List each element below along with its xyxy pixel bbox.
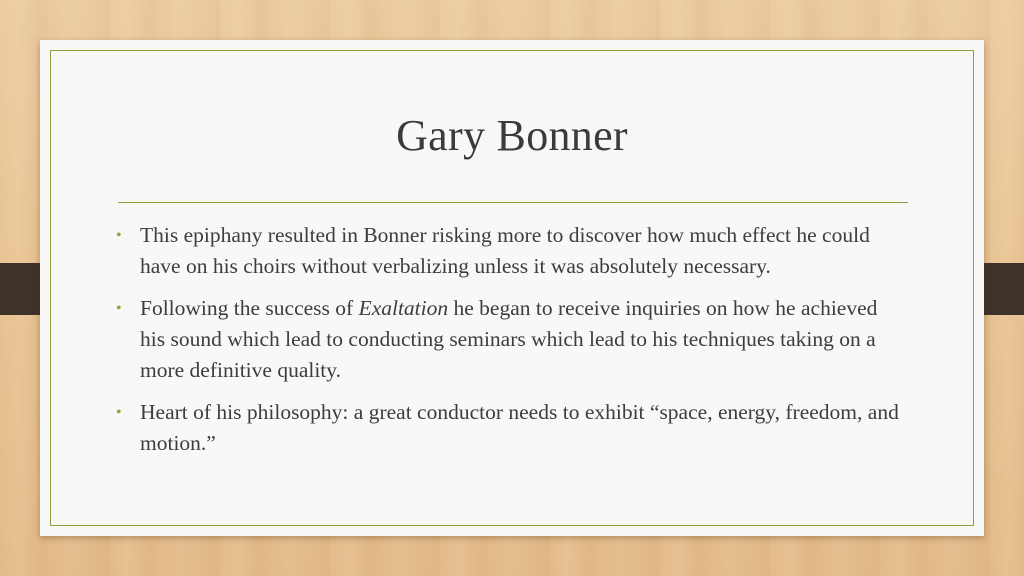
bullet-text-1: This epiphany resulted in Bonner risking more to discover how much effect he could have on his choirs without verbalizing unless it was absolutely necessary.	[140, 223, 870, 278]
bullet-dot-icon: •	[116, 404, 122, 421]
bullet-item-3	[114, 397, 904, 459]
bullet-dot-icon: •	[116, 227, 122, 244]
bullet-list	[114, 220, 904, 470]
bullet-dot-icon: •	[116, 300, 122, 317]
bullet-item-2	[114, 293, 904, 386]
bullet-text-2-before: Following the success of	[140, 296, 359, 320]
slide-title: Gary Bonner	[396, 111, 628, 160]
slide-card	[40, 40, 984, 536]
bullet-text-3: Heart of his philosophy: a great conductor needs to exhibit “space, energy, freedom, and motion.”	[140, 400, 899, 455]
bullet-text-2-italic: Exaltation	[358, 296, 449, 320]
title-divider	[118, 202, 908, 203]
bullet-item-1	[114, 220, 904, 282]
bullet-text-2-after: he began to receive inquiries on how he achieved his sound which lead to conducting seminars which lead to his techniques taking on a more definitive quality.	[140, 296, 878, 382]
